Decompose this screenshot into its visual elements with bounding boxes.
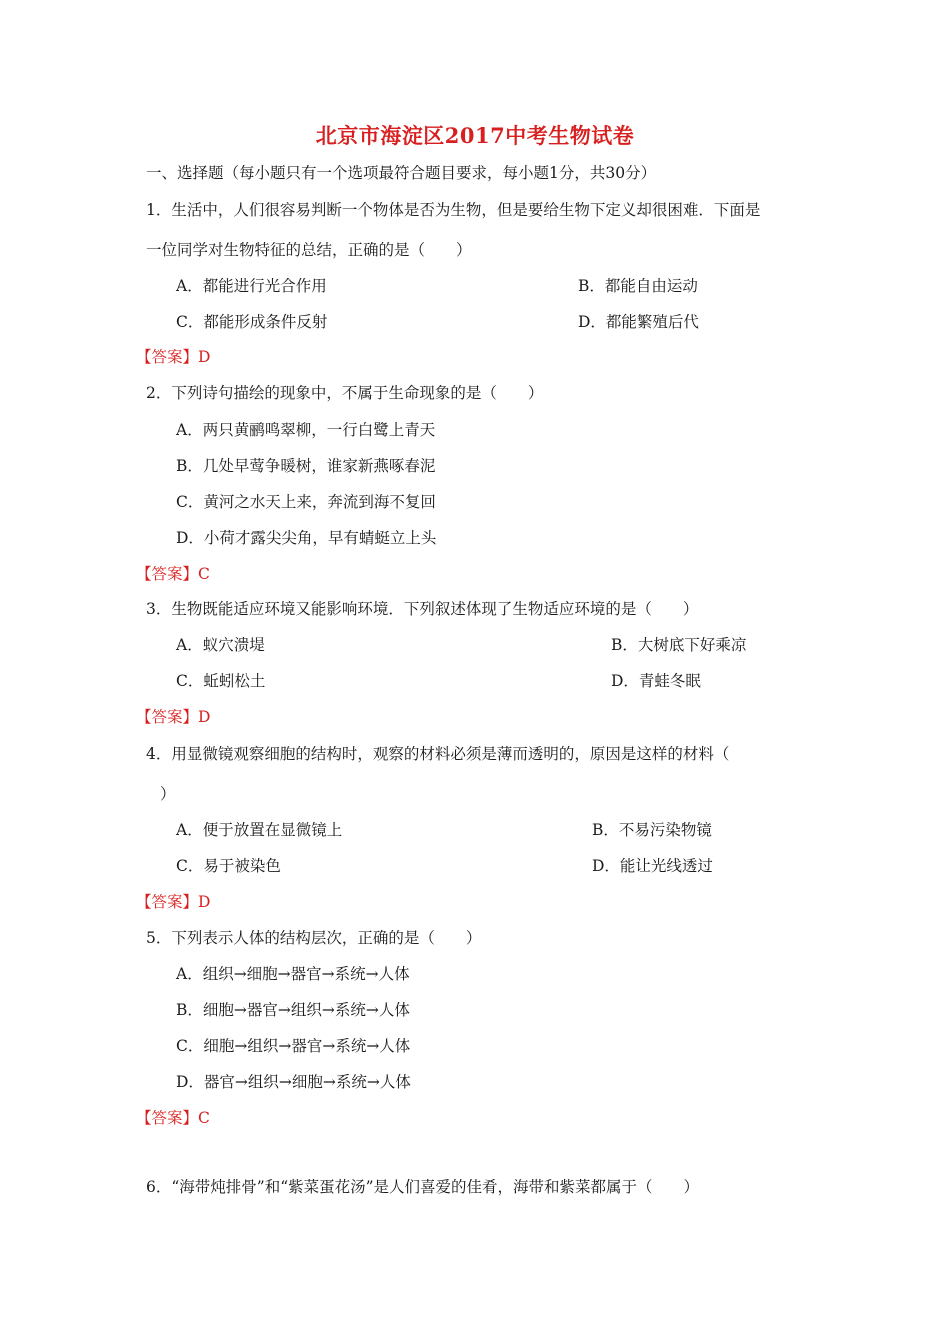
answer-label: 【答案】 [136,348,199,366]
question-1-option-d: D．都能繁殖后代 [578,313,699,331]
question-4-answer [136,892,210,912]
question-2-option-a: A．两只黄鹂鸣翠柳，一行白鹭上青天 [176,421,436,439]
question-2-answer [136,564,210,584]
question-2-option-c: C．黄河之水天上来，奔流到海不复回 [176,493,436,511]
question-5-stem: 5．下列表示人体的结构层次，正确的是（ ） [146,929,482,947]
question-1-stem-line2: 一位同学对生物特征的总结，正确的是（ ） [146,241,472,259]
question-4-option-c: C．易于被染色 [176,857,281,875]
question-2-option-b: B．几处早莺争暖树，谁家新燕啄春泥 [176,457,436,475]
section-heading: 一、选择题（每小题只有一个选项最符合题目要求，每小题1分，共30分） [146,164,657,182]
question-5-option-c: C．细胞→组织→器官→系统→人体 [176,1037,411,1055]
answer-label: 【答案】 [136,708,199,726]
question-1-answer [136,347,210,367]
question-2-option-d: D．小荷才露尖尖角，早有蜻蜓立上头 [176,529,437,547]
answer-label: 【答案】 [136,1109,199,1127]
question-4-option-a: A．便于放置在显微镜上 [176,821,343,839]
question-1-option-b: B．都能自由运动 [578,277,698,295]
question-1-option-c: C．都能形成条件反射 [176,313,328,331]
question-5-option-d: D．器官→组织→细胞→系统→人体 [176,1073,411,1091]
question-4-option-b: B．不易污染物镜 [592,821,712,839]
question-1-option-a: A．都能进行光合作用 [176,277,327,295]
answer-value: D [198,893,211,911]
page-title: 北京市海淀区2017中考生物试卷 [315,123,635,148]
question-4-stem-line2: ） [160,785,176,803]
question-5-option-b: B．细胞→器官→组织→系统→人体 [176,1001,410,1019]
answer-value: D [198,708,211,726]
question-4-option-d: D．能让光线透过 [592,857,713,875]
question-1-stem-line1: 1．生活中，人们很容易判断一个物体是否为生物，但是要给生物下定义却很困难．下面是 [146,201,761,219]
answer-label: 【答案】 [136,893,199,911]
answer-value: D [198,348,211,366]
question-3-option-a: A．蚁穴溃堤 [176,636,265,654]
question-3-option-d: D．青蛙冬眠 [611,672,701,690]
question-5-answer [136,1108,210,1128]
question-2-stem: 2．下列诗句描绘的现象中，不属于生命现象的是（ ） [146,384,544,402]
question-3-stem: 3．生物既能适应环境又能影响环境．下列叙述体现了生物适应环境的是（ ） [146,600,699,618]
question-3-option-c: C．蚯蚓松土 [176,672,266,690]
question-5-option-a: A．组织→细胞→器官→系统→人体 [176,965,410,983]
question-6-stem: 6．“海带炖排骨”和“紫菜蛋花汤”是人们喜爱的佳肴，海带和紫菜都属于（ ） [146,1178,700,1196]
answer-value: C [198,1109,210,1127]
question-3-answer [136,707,210,727]
question-3-option-b: B．大树底下好乘凉 [611,636,747,654]
answer-value: C [198,565,210,583]
answer-label: 【答案】 [136,565,199,583]
question-4-stem-line1: 4．用显微镜观察细胞的结构时，观察的材料必须是薄而透明的，原因是这样的材料（ [146,745,730,763]
